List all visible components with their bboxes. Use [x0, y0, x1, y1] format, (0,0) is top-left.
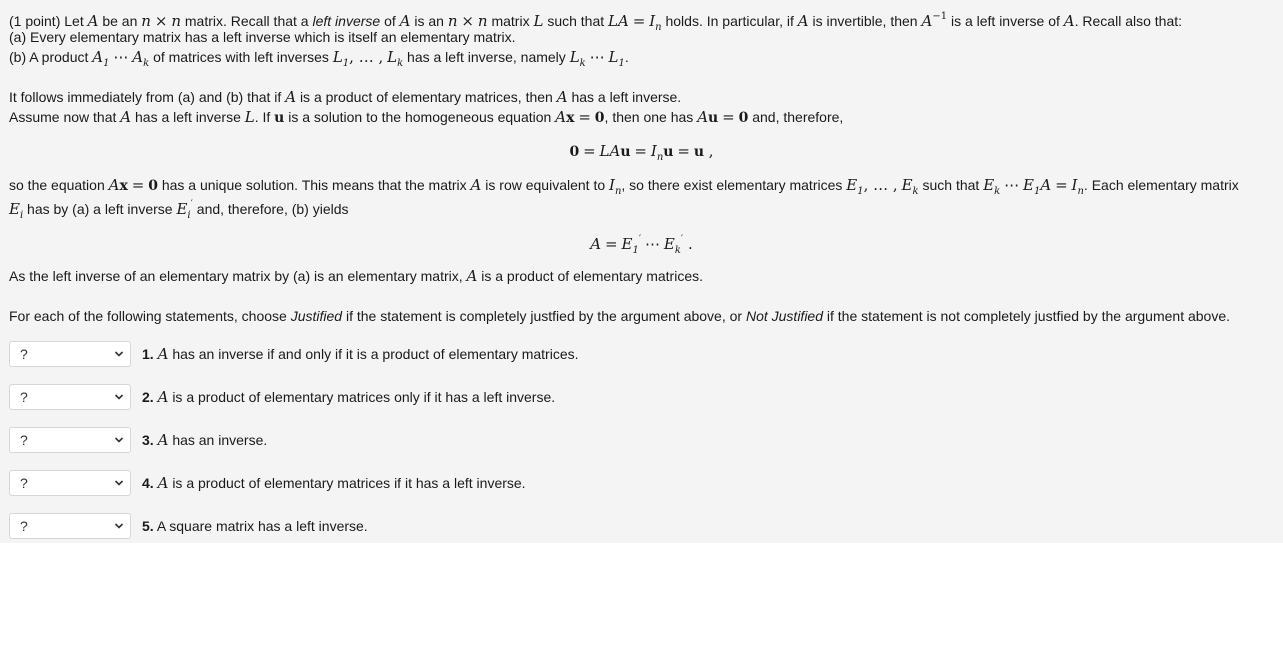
- chevron-down-icon: [114, 521, 124, 531]
- question-text-3: 3. A has an inverse.: [142, 431, 268, 449]
- answer-select-2[interactable]: [9, 384, 131, 410]
- para1-text: is a product of elementary matrices, then: [299, 89, 553, 105]
- question-text-4: 4. A is a product of elementary matrices if it has a left inverse.: [142, 474, 526, 492]
- intro-text: is invertible, then: [812, 13, 918, 29]
- answer-select-3[interactable]: [9, 427, 131, 453]
- para1-text: It follows immediately from (a) and (b) that if: [9, 89, 282, 105]
- equation-1: 0 = LAu = $I_nu = u$ ,: [569, 142, 714, 163]
- question-body: has an inverse.: [172, 432, 268, 448]
- selected-value: ?: [20, 432, 28, 448]
- fact-b-text: of matrices with left inverses: [153, 49, 329, 65]
- intro-line: (1 point) Let A be an n × n matrix. Recall that a left inverse of A is an n × n matrix L such that LA = $I_n$ holds. In particular, if A is invertible, then $A^{-1}$ is a left inverse of A. Recall also that:: [9, 11, 1183, 33]
- para2-text: Assume now that: [9, 109, 117, 125]
- question-number: 5.: [142, 518, 154, 534]
- math-A: A: [87, 12, 99, 30]
- question-number: 4.: [142, 475, 154, 491]
- para3-text: so the equation: [9, 177, 105, 193]
- instructions: [9, 306, 1230, 326]
- paragraph-2: Assume now that A has a left inverse L. If u is a solution to the homogeneous equation Ax = 0, then one has Au = 0 and, therefore,: [9, 108, 844, 126]
- instructions-text: For each of the following statements, choose: [9, 308, 287, 324]
- intro-text: . Recall also that:: [1074, 13, 1183, 29]
- selected-value: ?: [20, 475, 28, 491]
- intro-text: matrix. Recall that a: [184, 13, 309, 29]
- fact-b-text: has a left inverse, namely: [407, 49, 566, 65]
- question-text-2: 2. A is a product of elementary matrices only if it has a left inverse.: [142, 388, 556, 406]
- instructions-text: if the statement is completely justfied by the argument above, or: [345, 308, 743, 324]
- answer-select-4[interactable]: [9, 470, 131, 496]
- intro-text: such that: [547, 13, 605, 29]
- question-row-5: [9, 511, 368, 541]
- intro-text: is a left inverse of: [950, 13, 1060, 29]
- question-row-3: [9, 425, 267, 455]
- para3-text: has by (a) a left inverse: [27, 201, 173, 217]
- para2-text: . If: [254, 109, 271, 125]
- paragraph-3: so the equation Ax = 0 has a unique solution. This means that the matrix A is row equivalent to $I_n$, so there exist elementary matrices $E_1$, … , $E_k$ such that $E_k$ ⋯ $E_1A = I_n$. Each elementary matrix: [9, 176, 1239, 197]
- paragraph-3-cont: $E_i$ has by (a) a left inverse $E_i'$ and, therefore, (b) yields: [9, 199, 349, 221]
- intro-text: matrix: [491, 13, 530, 29]
- fact-b: (b) A product $A_1$ ⋯ $A_k$ of matrices with left inverses $L_1$, … , $L_k$ has a left inverse, namely $L_k$ ⋯ $L_1$.: [9, 48, 629, 69]
- selected-value: ?: [20, 518, 28, 534]
- question-number: 2.: [142, 389, 154, 405]
- para2-text: has a left inverse: [135, 109, 241, 125]
- para2-text: is a solution to the homogeneous equation: [288, 109, 552, 125]
- instructions-text: if the statement is not completely justfied by the argument above.: [826, 308, 1231, 324]
- para3-text: . Each elementary matrix: [1083, 177, 1239, 193]
- answer-select-1[interactable]: [9, 341, 131, 367]
- intro-text: is an: [414, 13, 444, 29]
- question-body: is a product of elementary matrices only if it has a left inverse.: [172, 389, 556, 405]
- para2-text: , then one has: [604, 109, 694, 125]
- chevron-down-icon: [114, 435, 124, 445]
- intro-text: Let: [64, 13, 84, 29]
- selected-value: ?: [20, 346, 28, 362]
- question-text-5: [142, 518, 368, 534]
- intro-text: be an: [102, 13, 138, 29]
- paragraph-1: It follows immediately from (a) and (b) that if A is a product of elementary matrices, then A has a left inverse.: [9, 88, 682, 106]
- intro-text: of: [384, 13, 396, 29]
- question-text-1: 1. A has an inverse if and only if it is a product of elementary matrices.: [142, 345, 579, 363]
- para3-text: is row equivalent to: [485, 177, 606, 193]
- para1-text: has a left inverse.: [571, 89, 682, 105]
- para3-text: has a unique solution. This means that the matrix: [161, 177, 467, 193]
- para2-text: and, therefore,: [752, 109, 844, 125]
- math-n-by-n: n: [141, 12, 151, 30]
- question-row-4: [9, 468, 526, 498]
- fact-b-text: .: [624, 49, 629, 65]
- para3-text: and, therefore, (b) yields: [196, 201, 349, 217]
- not-justified-term: Not Justified: [745, 308, 824, 324]
- fact-a: (a) Every elementary matrix has a left inverse which is itself an elementary matrix.: [9, 29, 516, 45]
- chevron-down-icon: [114, 392, 124, 402]
- question-row-1: [9, 339, 579, 369]
- para4-text: is a product of elementary matrices.: [481, 268, 704, 284]
- chevron-down-icon: [114, 478, 124, 488]
- para4-text: As the left inverse of an elementary matrix by (a) is an elementary matrix,: [9, 268, 463, 284]
- question-number: 1.: [142, 346, 154, 362]
- left-inverse-term: left inverse: [312, 13, 381, 29]
- paragraph-4: As the left inverse of an elementary matrix by (a) is an elementary matrix, A is a product of elementary matrices.: [9, 267, 704, 285]
- selected-value: ?: [20, 389, 28, 405]
- question-body: A square matrix has a left inverse.: [156, 518, 368, 534]
- equation-2: $A = E_1'$ ⋯ $E_k'$ .: [590, 234, 693, 256]
- para3-text: , so there exist elementary matrices: [621, 177, 843, 193]
- justified-term: Justified: [290, 308, 343, 324]
- points-label: (1 point): [9, 13, 61, 29]
- question-body: is a product of elementary matrices if it has a left inverse.: [172, 475, 526, 491]
- chevron-down-icon: [114, 349, 124, 359]
- question-number: 3.: [142, 432, 154, 448]
- intro-text: holds. In particular, if: [665, 13, 794, 29]
- question-row-2: [9, 382, 555, 412]
- question-body: has an inverse if and only if it is a product of elementary matrices.: [172, 346, 579, 362]
- para3-text: such that: [922, 177, 980, 193]
- answer-select-5[interactable]: [9, 513, 131, 539]
- fact-b-text: (b) A product: [9, 49, 89, 65]
